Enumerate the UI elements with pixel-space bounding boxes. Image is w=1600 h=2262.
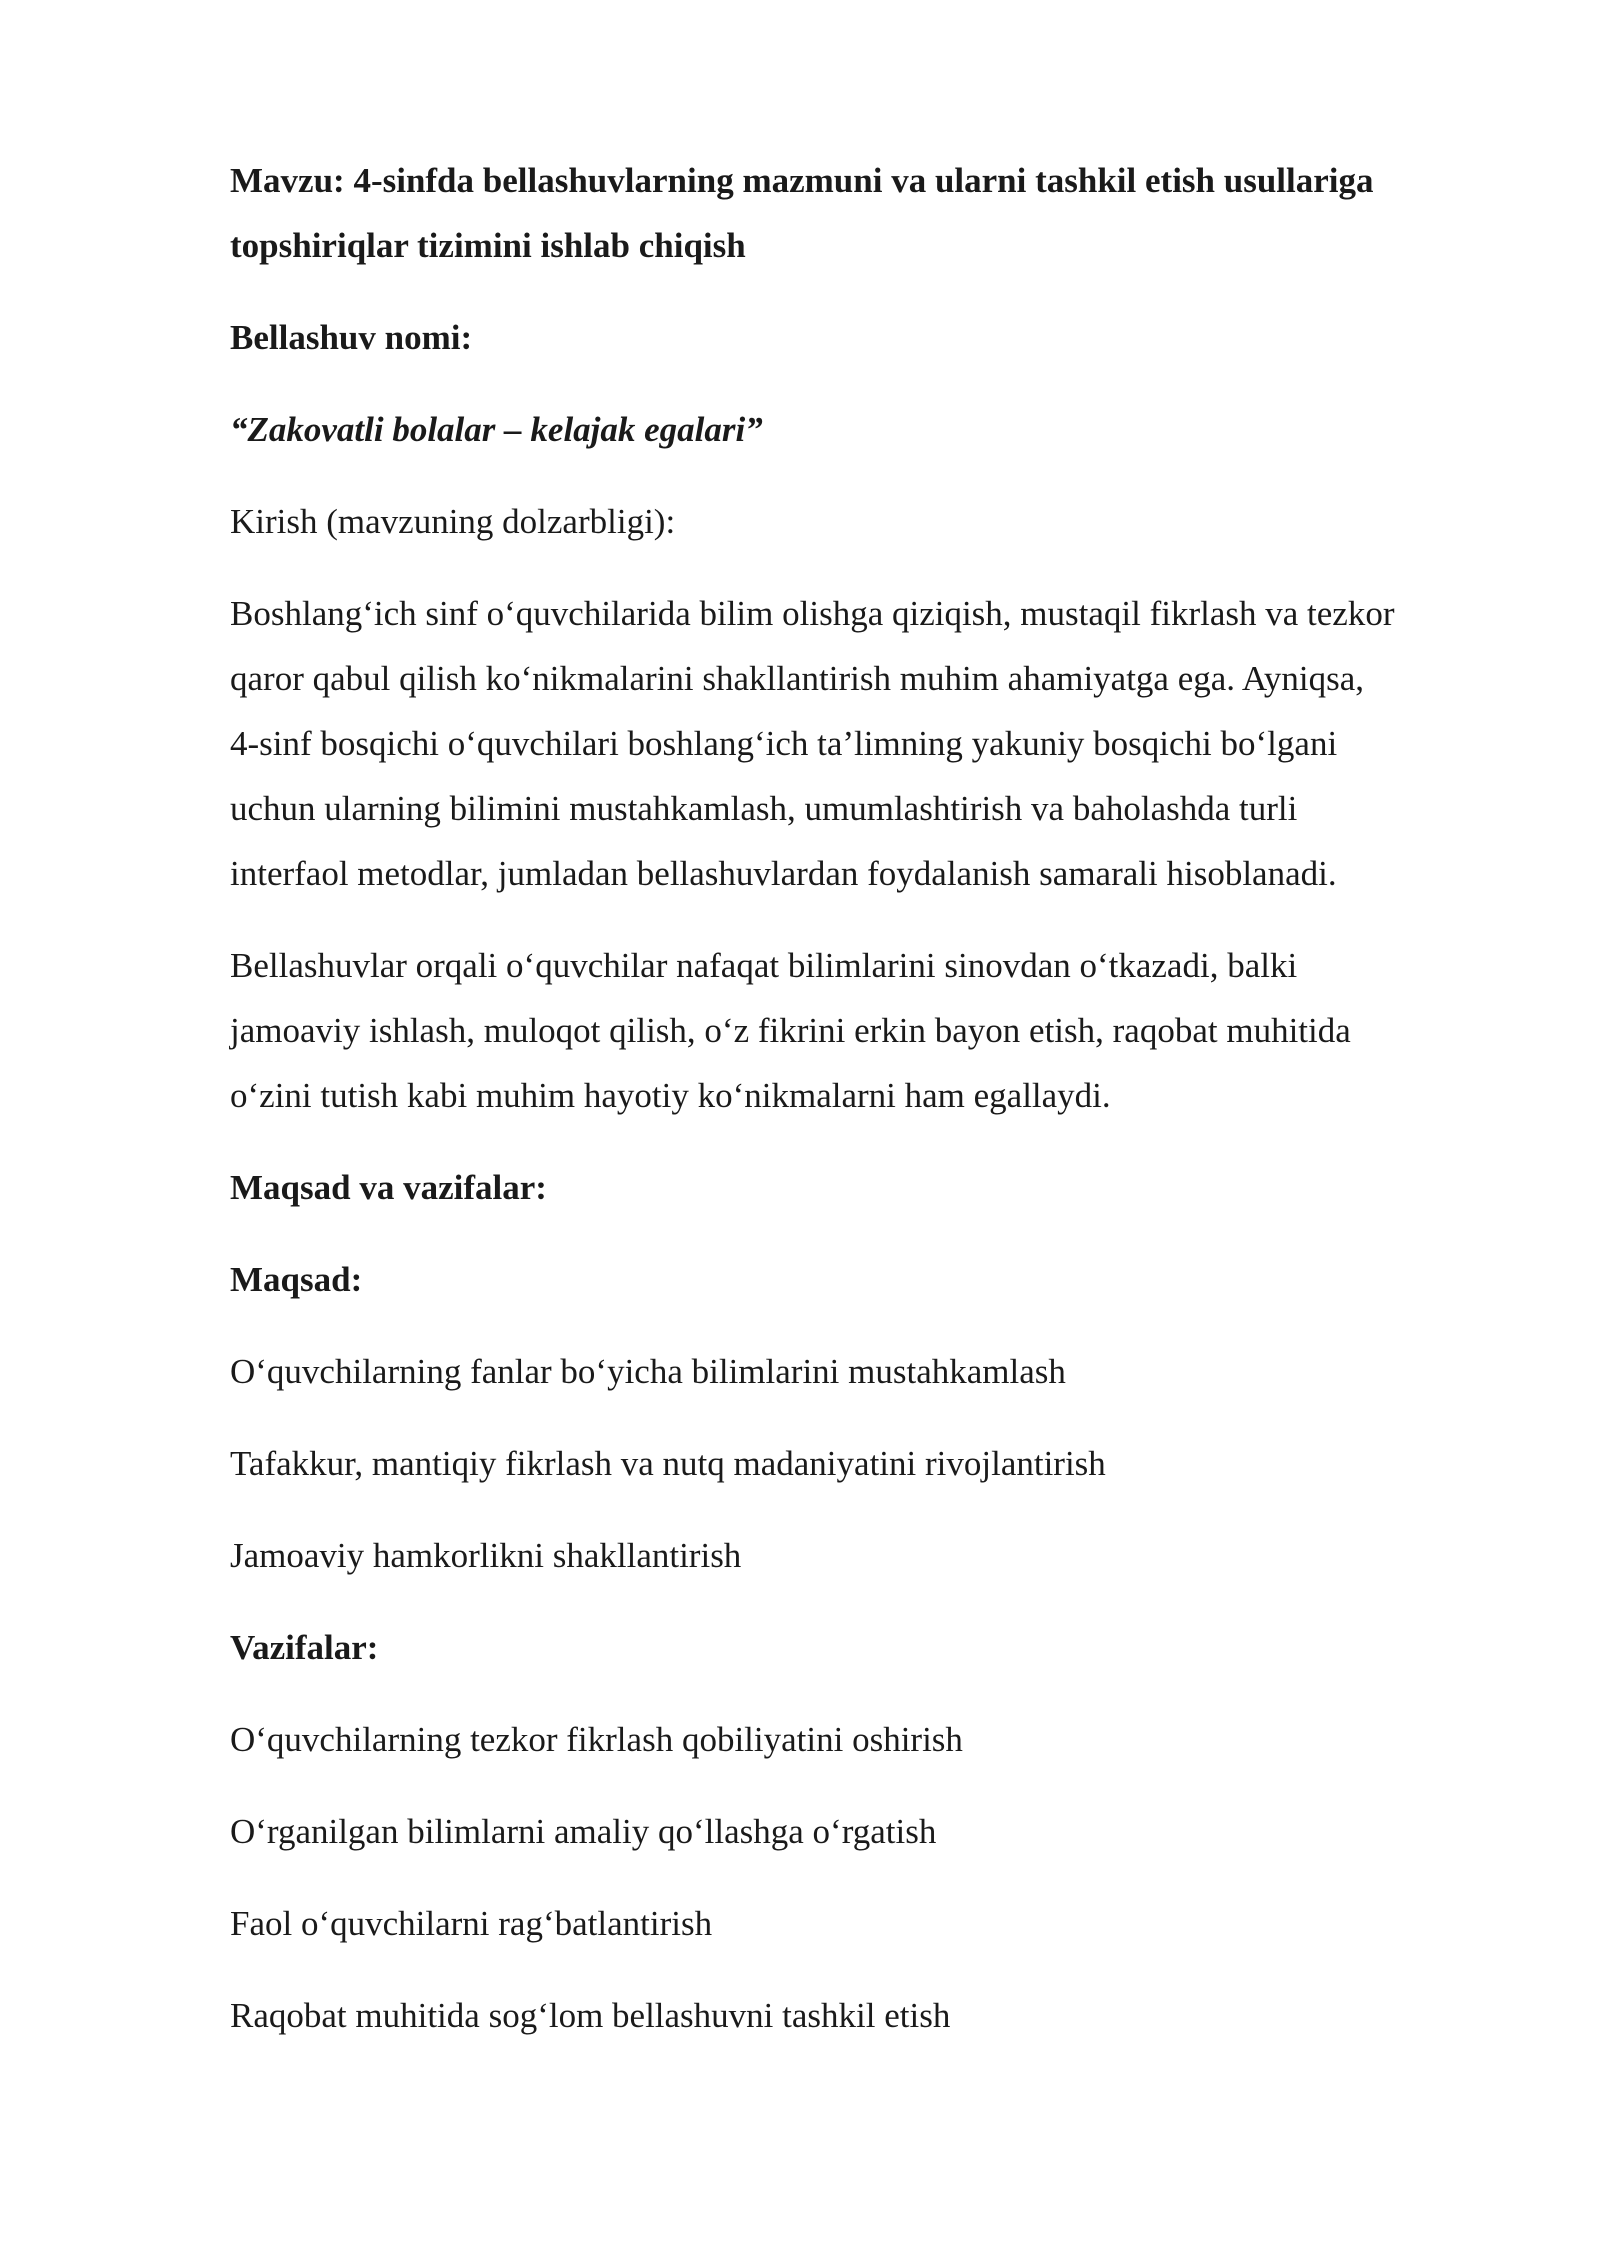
- document-title: [230, 148, 1500, 278]
- paragraph-line: qaror qabul qilish ko‘nikmalarini shakllantirish muhim ahamiyatga ega. Ayniqsa,: [230, 659, 1365, 698]
- intro-heading: Kirish (mavzuning dolzarbligi):: [230, 502, 676, 541]
- paragraph-line: Boshlang‘ich sinf o‘quvchilarida bilim olishga qiziqish, mustaqil fikrlash va tezkor: [230, 594, 1395, 633]
- intro-paragraph-1: [230, 581, 1500, 906]
- paragraph-line: uchun ularning bilimini mustahkamlash, umumlashtirish va baholashda turli: [230, 789, 1298, 828]
- task-item: Faol o‘quvchilarni rag‘batlantirish: [230, 1904, 713, 1943]
- paragraph-line: Bellashuvlar orqali o‘quvchilar nafaqat bilimlarini sinovdan o‘tkazadi, balki: [230, 946, 1298, 985]
- task-item: Raqobat muhitida sog‘lom bellashuvni tashkil etish: [230, 1996, 951, 2035]
- paragraph-line: jamoaviy ishlash, muloqot qilish, o‘z fikrini erkin bayon etish, raqobat muhitida: [230, 1011, 1351, 1050]
- task-item: O‘quvchilarning tezkor fikrlash qobiliyatini oshirish: [230, 1720, 963, 1759]
- paragraph-line: 4-sinf bosqichi o‘quvchilari boshlang‘ich ta’limning yakuniy bosqichi bo‘lgani: [230, 724, 1338, 763]
- title-line-1: Mavzu: 4-sinfda bellashuvlarning mazmuni va ularni tashkil etish usullariga: [230, 161, 1374, 200]
- paragraph-line: interfaol metodlar, jumladan bellashuvlardan foydalanish samarali hisoblanadi.: [230, 854, 1337, 893]
- goal-item: Jamoaviy hamkorlikni shakllantirish: [230, 1536, 742, 1575]
- task-item: O‘rganilgan bilimlarni amaliy qo‘llashga o‘rgatish: [230, 1812, 937, 1851]
- goal-item: O‘quvchilarning fanlar bo‘yicha bilimlarini mustahkamlash: [230, 1352, 1066, 1391]
- goals-tasks-heading: Maqsad va vazifalar:: [230, 1168, 547, 1207]
- paragraph-line: o‘zini tutish kabi muhim hayotiy ko‘nikmalarni ham egallaydi.: [230, 1076, 1111, 1115]
- title-line-2: topshiriqlar tizimini ishlab chiqish: [230, 226, 746, 265]
- tasks-heading: Vazifalar:: [230, 1628, 379, 1667]
- goal-item: Tafakkur, mantiqiy fikrlash va nutq madaniyatini rivojlantirish: [230, 1444, 1106, 1483]
- goal-heading: Maqsad:: [230, 1260, 363, 1299]
- document-page: [230, 148, 1500, 2048]
- competition-name: “Zakovatli bolalar – kelajak egalari”: [230, 410, 763, 449]
- competition-heading: Bellashuv nomi:: [230, 318, 473, 357]
- intro-paragraph-2: [230, 933, 1500, 1128]
